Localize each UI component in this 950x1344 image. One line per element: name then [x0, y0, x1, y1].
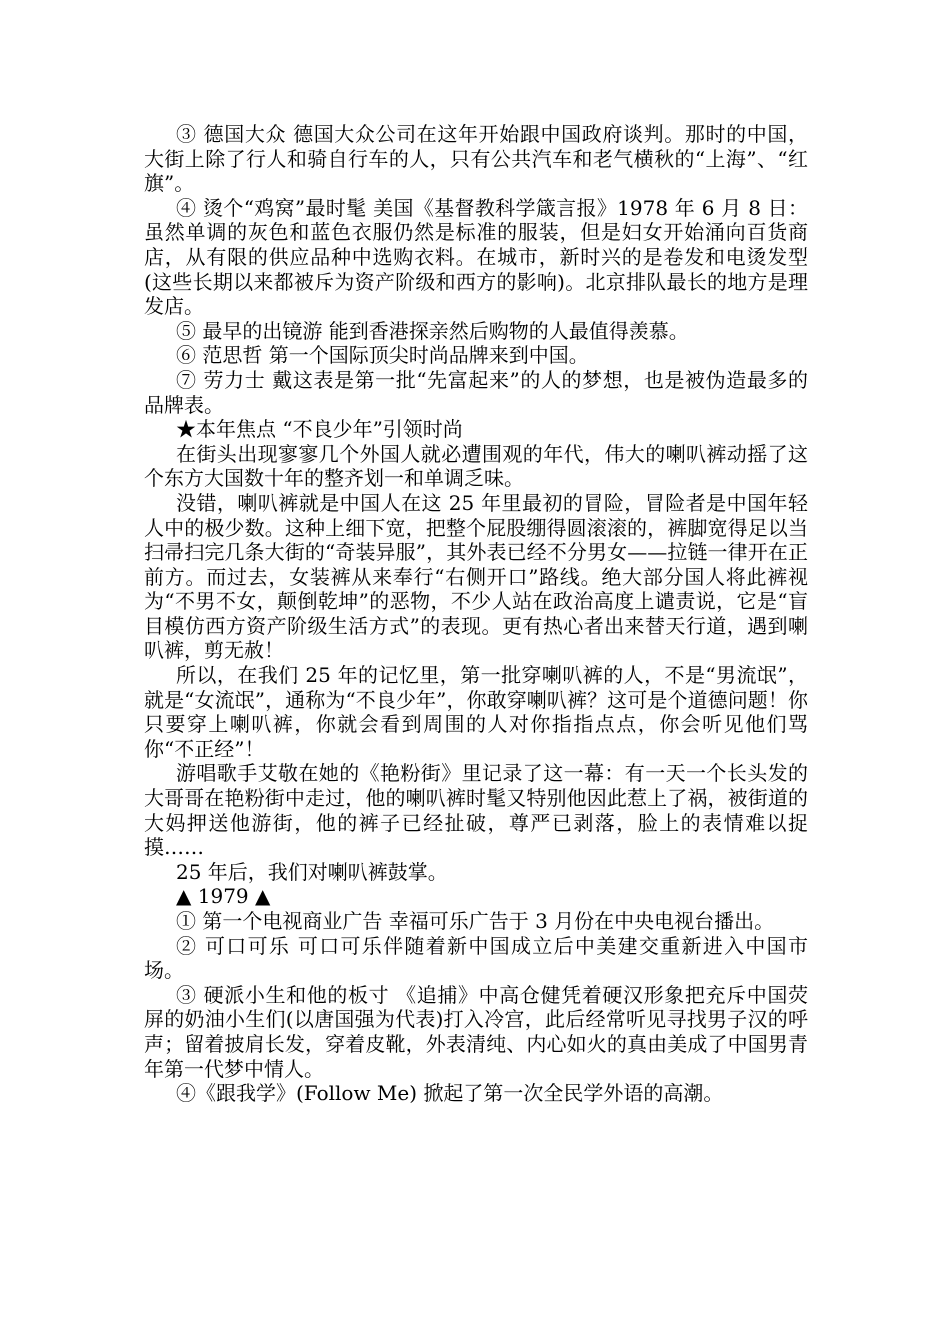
paragraph: 没错，喇叭裤就是中国人在这 25 年里最初的冒险，冒险者是中国年轻人中的极少数。这种上细下宽，把整个屁股绷得圆滚滚的，裤脚宽得足以当扫帚扫完几条大街的“奇装异服”，其外表已经不分男女——拉链一律开在正前方。而过去，女装裤从来奉行“右侧开口”路线。绝大部分国人将此裤视为“不男不女，颠倒乾坤”的恶物，不少人站在政治高度上谴责说，它是“盲目模仿西方资产阶级生活方式”的表现。更有热心者出来替天行道，遇到喇叭裤，剪无赦！	[144, 490, 808, 663]
paragraph: ③ 硬派小生和他的板寸 《追捕》中高仓健凭着硬汉形象把充斥中国荧屏的奶油小生们(以唐国强为代表)打入冷宫，此后经常听见寻找男子汉的呼声；留着披肩长发，穿着皮靴，外表清纯、内心如火的真由美成了中国男青年第一代梦中情人。	[144, 982, 808, 1081]
paragraph: ⑤ 最早的出镜游 能到香港探亲然后购物的人最值得羡慕。	[176, 318, 689, 343]
paragraph: ① 第一个电视商业广告 幸福可乐广告于 3 月份在中央电视台播出。	[176, 909, 775, 933]
paragraph: 所以，在我们 25 年的记忆里，第一批穿喇叭裤的人，不是“男流氓”，就是“女流氓”，通称为“不良少年”，你敢穿喇叭裤？这可是个道德问题！你只要穿上喇叭裤，你就会看到周围的人对你指指点点，你会听见他们骂你“不正经”！	[144, 663, 808, 761]
paragraph: 25 年后，我们对喇叭裤鼓掌。	[176, 859, 448, 884]
paragraph: 游唱歌手艾敬在她的《艳粉街》里记录了这一幕：有一天一个长头发的大哥哥在艳粉街中走过，他的喇叭裤时髦又特别他因此惹上了祸，被街道的大妈押送他游街，他的裤子已经扯破，尊严已剥落，脸上的表情难以捉摸……	[144, 761, 808, 860]
paragraph: ④《跟我学》(Follow Me) 掀起了第一次全民学外语的高潮。	[176, 1081, 724, 1106]
paragraph: ③ 德国大众 德国大众公司在这年开始跟中国政府谈判。那时的中国，大街上除了行人和骑自行车的人，只有公共汽车和老气横秋的“上海”、“红旗”。	[144, 122, 808, 196]
paragraph: ⑦ 劳力士 戴这表是第一批“先富起来”的人的梦想，也是被伪造最多的品牌表。	[144, 367, 808, 417]
paragraph: 在街头出现寥寥几个外国人就必遭围观的年代，伟大的喇叭裤动摇了这个东方大国数十年的整齐划一和单调乏味。	[144, 441, 808, 491]
paragraph: ② 可口可乐 可口可乐伴随着新中国成立后中美建交重新进入中国市场。	[144, 933, 808, 983]
section-heading: ★本年焦点 “不良少年”引领时尚	[176, 417, 463, 442]
paragraph: ④ 烫个“鸡窝”最时髦 美国《基督教科学箴言报》1978 年 6 月 8 日：虽然单调的灰色和蓝色衣服仍然是标准的服装，但是妇女开始涌向百货商店，从有限的供应品种中选购衣料。在城市，新时兴的是卷发和电烫发型(这些长期以来都被斥为资产阶级和西方的影响)。北京排队最长的地方是理发店。	[144, 195, 808, 319]
paragraph: ⑥ 范思哲 第一个国际顶尖时尚品牌来到中国。	[176, 343, 589, 368]
year-heading: ▲ 1979 ▲	[176, 884, 271, 909]
document-body	[144, 122, 808, 1106]
